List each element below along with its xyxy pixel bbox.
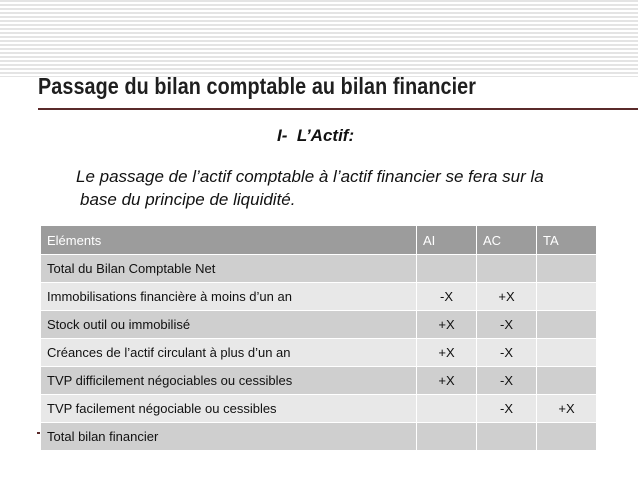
cell-ai: [417, 423, 477, 451]
header-ta: TA: [537, 226, 597, 255]
cell-ac: -X: [477, 311, 537, 339]
intro-line-1: Le passage de l’actif comptable à l’actif financier se fera sur la: [76, 167, 544, 186]
cell-ai: +X: [417, 311, 477, 339]
row-label: Créances de l’actif circulant à plus d’un an: [41, 339, 417, 367]
table-row: [41, 255, 597, 283]
cell-ai: [417, 395, 477, 423]
header-ac: AC: [477, 226, 537, 255]
cell-ta: [537, 339, 597, 367]
cell-ai: [417, 255, 477, 283]
cell-ac: +X: [477, 283, 537, 311]
header-ai: AI: [417, 226, 477, 255]
cell-ai: +X: [417, 367, 477, 395]
row-label: Immobilisations financière à moins d’un an: [41, 283, 417, 311]
cell-ta: [537, 283, 597, 311]
cell-ai: +X: [417, 339, 477, 367]
table-row: [41, 423, 597, 451]
cell-ac: -X: [477, 339, 537, 367]
cell-ac: [477, 423, 537, 451]
row-label: TVP difficilement négociables ou cessibles: [41, 367, 417, 395]
cell-ai: -X: [417, 283, 477, 311]
table-row: [41, 395, 597, 423]
slide-title: Passage du bilan comptable au bilan financier: [38, 73, 477, 99]
table-header-row: [41, 226, 597, 255]
cell-ac: -X: [477, 395, 537, 423]
cell-ta: [537, 311, 597, 339]
cell-ac: [477, 255, 537, 283]
title-underline: [38, 108, 638, 110]
table-row: [41, 367, 597, 395]
row-label: TVP facilement négociable ou cessibles: [41, 395, 417, 423]
cell-ta: +X: [537, 395, 597, 423]
table-row: [41, 311, 597, 339]
table-row: [41, 339, 597, 367]
header-stripes: [0, 0, 638, 77]
row-label: Stock outil ou immobilisé: [41, 311, 417, 339]
row-label: Total bilan financier: [41, 423, 417, 451]
intro-line-2: base du principe de liquidité.: [80, 190, 296, 209]
cell-ta: [537, 423, 597, 451]
header-elements: Eléments: [41, 226, 417, 255]
row-label: Total du Bilan Comptable Net: [41, 255, 417, 283]
section-heading: I- L’Actif:: [277, 126, 355, 145]
cell-ac: -X: [477, 367, 537, 395]
assets-table: [40, 225, 597, 451]
table-row: [41, 283, 597, 311]
cell-ta: [537, 255, 597, 283]
cell-ta: [537, 367, 597, 395]
intro-paragraph: [76, 165, 616, 211]
